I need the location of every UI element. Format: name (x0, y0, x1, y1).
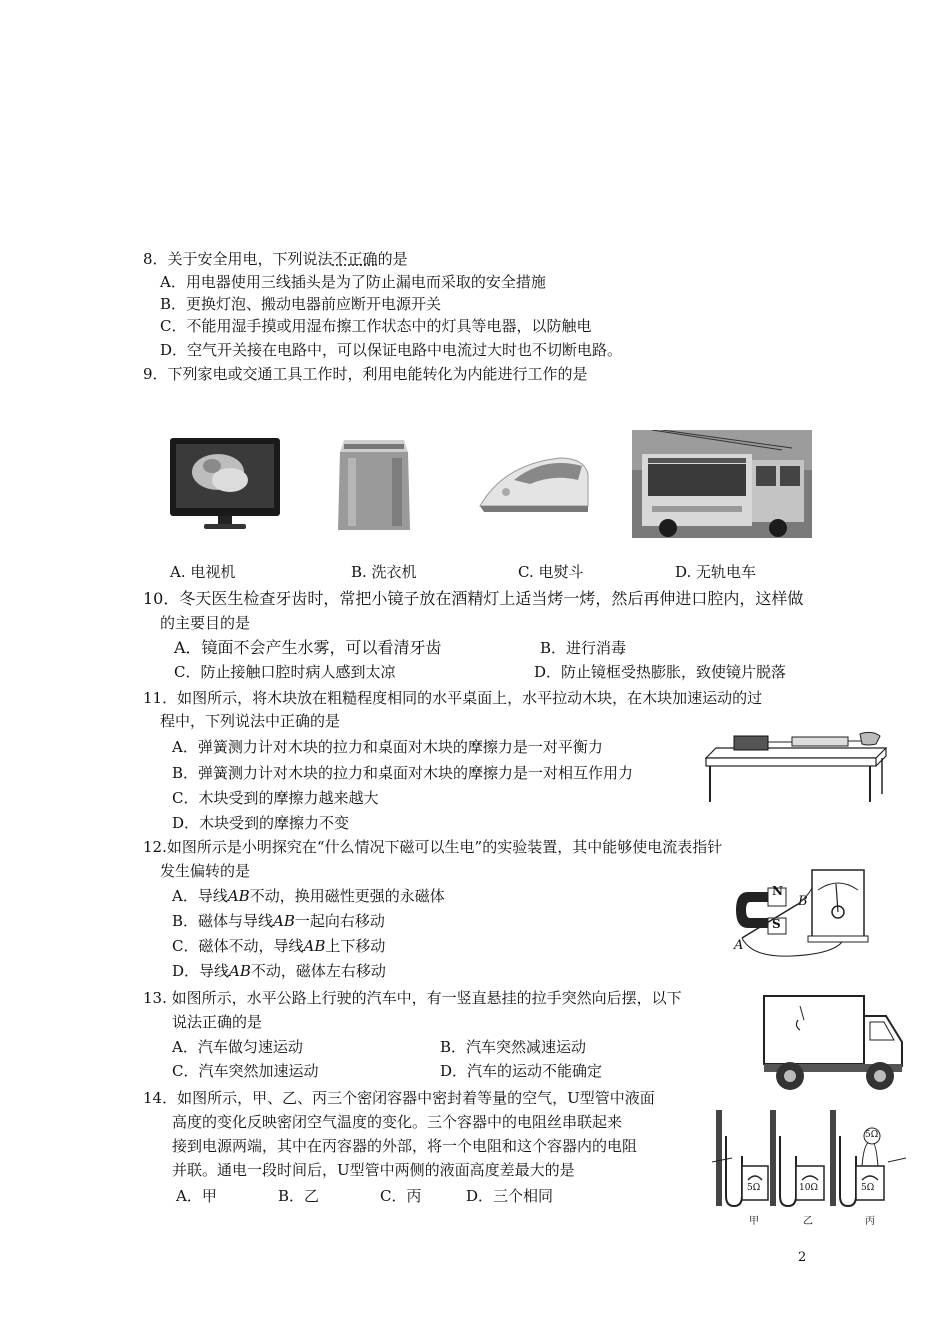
q13-stem-line1: 13. 如图所示，水平公路上行驶的汽车中，有一竖直悬挂的拉手突然向后摆，以下 (143, 989, 682, 1007)
q9-stem: 9．下列家电或交通工具工作时，利用电能转化为内能进行工作的是 (143, 365, 588, 383)
q12-option-b: B．磁体与导线AB一起向右移动 (172, 912, 385, 930)
q10-stem-line2: 的主要目的是 (160, 614, 251, 632)
q10-option-a: A．镜面不会产生水雾，可以看清牙齿 (174, 638, 442, 657)
q12-option-d: D．导线AB不动，磁体左右移动 (172, 962, 386, 980)
q9-option-c: C. 电熨斗 (518, 563, 584, 581)
q10-option-c: C．防止接触口腔时病人感到太凉 (174, 663, 396, 681)
q12-stem-line1: 12.如图所示是小明探究在“什么情况下磁可以生电”的实验装置，其中能够使电流表指针 (143, 838, 723, 856)
magnet-north-label: N (772, 884, 783, 898)
wire-end-b-label: B (798, 894, 808, 909)
q11-stem-line1: 11．如图所示，将木块放在粗糙程度相同的水平桌面上，水平拉动木块，在木块加速运动的过 (143, 689, 763, 707)
q14-option-d: D．三个相同 (466, 1187, 554, 1205)
trolleybus-image (632, 430, 812, 538)
q10-option-b: B．进行消毒 (540, 639, 627, 657)
q14-option-c: C．丙 (380, 1187, 422, 1205)
q8-stem: 8．关于安全用电，下列说法不正确的是 (143, 250, 408, 268)
wire-end-a-label: A (734, 938, 744, 953)
q13-option-b: B．汽车突然减速运动 (440, 1038, 587, 1056)
q12-option-c: C．磁体不动，导线AB上下移动 (172, 937, 386, 955)
q12-stem-line2: 发生偏转的是 (160, 862, 251, 880)
resistor-bing-label: 5Ω (861, 1183, 875, 1193)
q12-option-a: A．导线AB不动，换用磁性更强的永磁体 (172, 887, 445, 905)
magnet-south-label: S (772, 917, 781, 931)
q11-option-b: B．弹簧测力计对木块的拉力和桌面对木块的摩擦力是一对相互作用力 (172, 764, 634, 782)
q8-option-b: B．更换灯泡、搬动电器前应断开电源开关 (160, 295, 442, 313)
q14-stem-line4: 并联。通电一段时间后，U型管中两侧的液面高度差最大的是 (172, 1161, 575, 1179)
q14-option-a: A．甲 (176, 1187, 217, 1205)
q14-stem-line2: 高度的变化反映密闭空气温度的变化。三个容器中的电阻丝串联起来 (172, 1113, 623, 1131)
q11-stem-line2: 程中，下列说法中正确的是 (160, 712, 341, 730)
q11-option-d: D．木块受到的摩擦力不变 (172, 814, 350, 832)
q8-option-c: C．不能用湿手摸或用湿布擦工作状态中的灯具等电器，以防触电 (160, 317, 592, 335)
truck-figure (760, 992, 906, 1094)
induction-figure (732, 866, 872, 964)
page-number: 2 (798, 1250, 807, 1265)
q10-stem-line1: 10．冬天医生检查牙齿时，常把小镜子放在酒精灯上适当烤一烤，然后再伸进口腔内，这样做 (143, 589, 804, 608)
q13-option-c: C．汽车突然加速运动 (172, 1062, 319, 1080)
resistor-external-label: 5Ω (865, 1130, 879, 1140)
q8-option-a: A．用电器使用三线插头是为了防止漏电而采取的安全措施 (160, 273, 546, 291)
induction-drawing (732, 866, 872, 964)
q9-option-a: A. 电视机 (170, 563, 236, 581)
q9-option-d: D. 无轨电车 (675, 563, 757, 581)
q11-option-c: C．木块受到的摩擦力越来越大 (172, 789, 379, 807)
container-bing-label: 丙 (865, 1216, 875, 1227)
q13-option-d: D．汽车的运动不能确定 (440, 1062, 603, 1080)
q8-emphasis: 不正确 (332, 250, 378, 268)
joule-heating-figure (712, 1106, 908, 1232)
q14-stem-line1: 14．如图所示，甲、乙、丙三个密闭容器中密封着等量的空气，U型管中液面 (143, 1089, 655, 1107)
q14-option-b: B．乙 (278, 1187, 320, 1205)
resistor-yi-label: 10Ω (799, 1183, 818, 1193)
q14-stem-line3: 接到电源两端，其中在丙容器的外部，将一个电阻和这个容器内的电阻 (172, 1137, 638, 1155)
table-block-figure (700, 724, 890, 804)
q9-option-b: B. 洗衣机 (351, 563, 417, 581)
q11-option-a: A．弹簧测力计对木块的拉力和桌面对木块的摩擦力是一对平衡力 (172, 738, 603, 756)
q13-stem-line2: 说法正确的是 (172, 1013, 263, 1031)
q13-option-a: A．汽车做匀速运动 (172, 1038, 303, 1056)
container-jia-label: 甲 (749, 1216, 759, 1227)
q10-option-d: D．防止镜框受热膨胀，致使镜片脱落 (534, 663, 787, 681)
container-yi-label: 乙 (803, 1216, 813, 1227)
washing-machine-image (334, 434, 416, 534)
resistor-jia-label: 5Ω (747, 1183, 761, 1193)
iron-image (474, 444, 594, 520)
q8-option-d: D．空气开关接在电路中，可以保证电路中电流过大时也不切断电路。 (160, 341, 623, 359)
tv-image (168, 434, 284, 534)
